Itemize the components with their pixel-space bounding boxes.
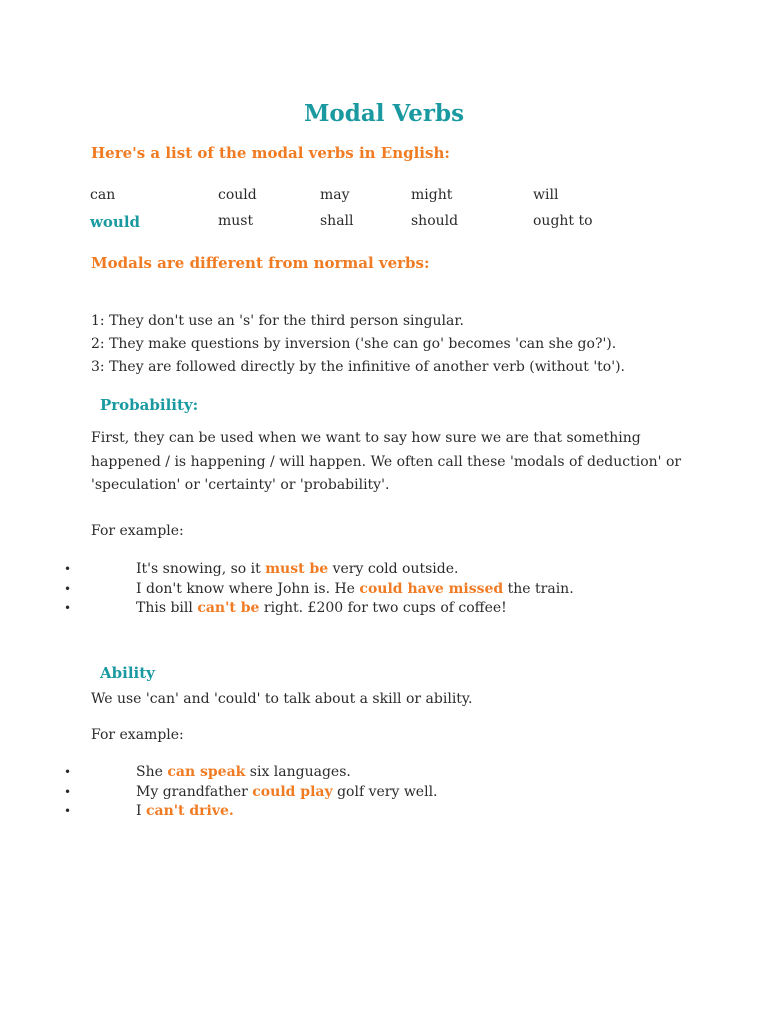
verb-row-2	[0, 213, 768, 233]
verb-cell: should	[411, 213, 459, 229]
probability-example-label: For example:	[91, 523, 184, 539]
bullet-icon: •	[64, 581, 72, 596]
example-text: My grandfather could play golf very well.	[136, 783, 438, 800]
modal-highlight: can't drive.	[145, 803, 234, 819]
example-text: It's snowing, so it must be very cold outside.	[136, 561, 459, 577]
differences-heading: Modals are different from normal verbs:	[91, 254, 430, 272]
rule-item: 3: They are followed directly by the infinitive of another verb (without 'to').	[91, 359, 625, 375]
verb-cell: shall	[320, 213, 354, 229]
ability-heading: Ability	[100, 664, 155, 682]
verb-list-heading: Here's a list of the modal verbs in English:	[91, 144, 450, 162]
bullet-icon: •	[64, 562, 72, 576]
modal-highlight: could have missed	[359, 580, 504, 597]
bullet-icon: •	[64, 804, 72, 818]
rule-item: 2: They make questions by inversion ('she can go' becomes 'can she go?').	[91, 336, 617, 352]
modal-highlight: can't be	[197, 600, 260, 616]
ability-paragraph: We use 'can' and 'could' to talk about a skill or ability.	[91, 691, 473, 707]
probability-heading: Probability:	[100, 396, 199, 414]
example-text: This bill can't be right. £200 for two cups of coffee!	[136, 600, 507, 616]
verb-cell: ought to	[533, 213, 593, 229]
bullet-icon: •	[64, 784, 72, 799]
verb-cell: must	[218, 213, 254, 229]
modal-highlight: must be	[265, 561, 329, 577]
page-title: Modal Verbs	[303, 100, 465, 127]
example-text: I don't know where John is. He could have missed the train.	[136, 580, 574, 597]
rules-list	[91, 310, 625, 379]
probability-paragraph: First, they can be used when we want to say how sure we are that something happened / is happening / will happen. We often call these 'modals of deduction' or 'speculation' or 'certainty' or 'probability'.	[91, 430, 682, 493]
verb-cell-highlighted: would	[90, 213, 141, 231]
modal-highlight: can speak	[167, 764, 246, 780]
ability-example-label: For example:	[91, 727, 184, 743]
rule-item: 1: They don't use an 's' for the third person singular.	[91, 313, 464, 329]
example-text: I can't drive.	[136, 803, 234, 819]
verb-cell: can	[90, 187, 116, 203]
verb-cell: could	[218, 187, 257, 203]
verb-cell: may	[320, 187, 350, 203]
modal-highlight: could play	[252, 783, 333, 800]
verb-cell: might	[411, 187, 453, 203]
verb-row-1	[0, 187, 768, 207]
bullet-icon: •	[64, 601, 72, 615]
bullet-icon: •	[64, 765, 72, 779]
example-text: She can speak six languages.	[136, 764, 351, 780]
verb-cell: will	[533, 187, 559, 203]
